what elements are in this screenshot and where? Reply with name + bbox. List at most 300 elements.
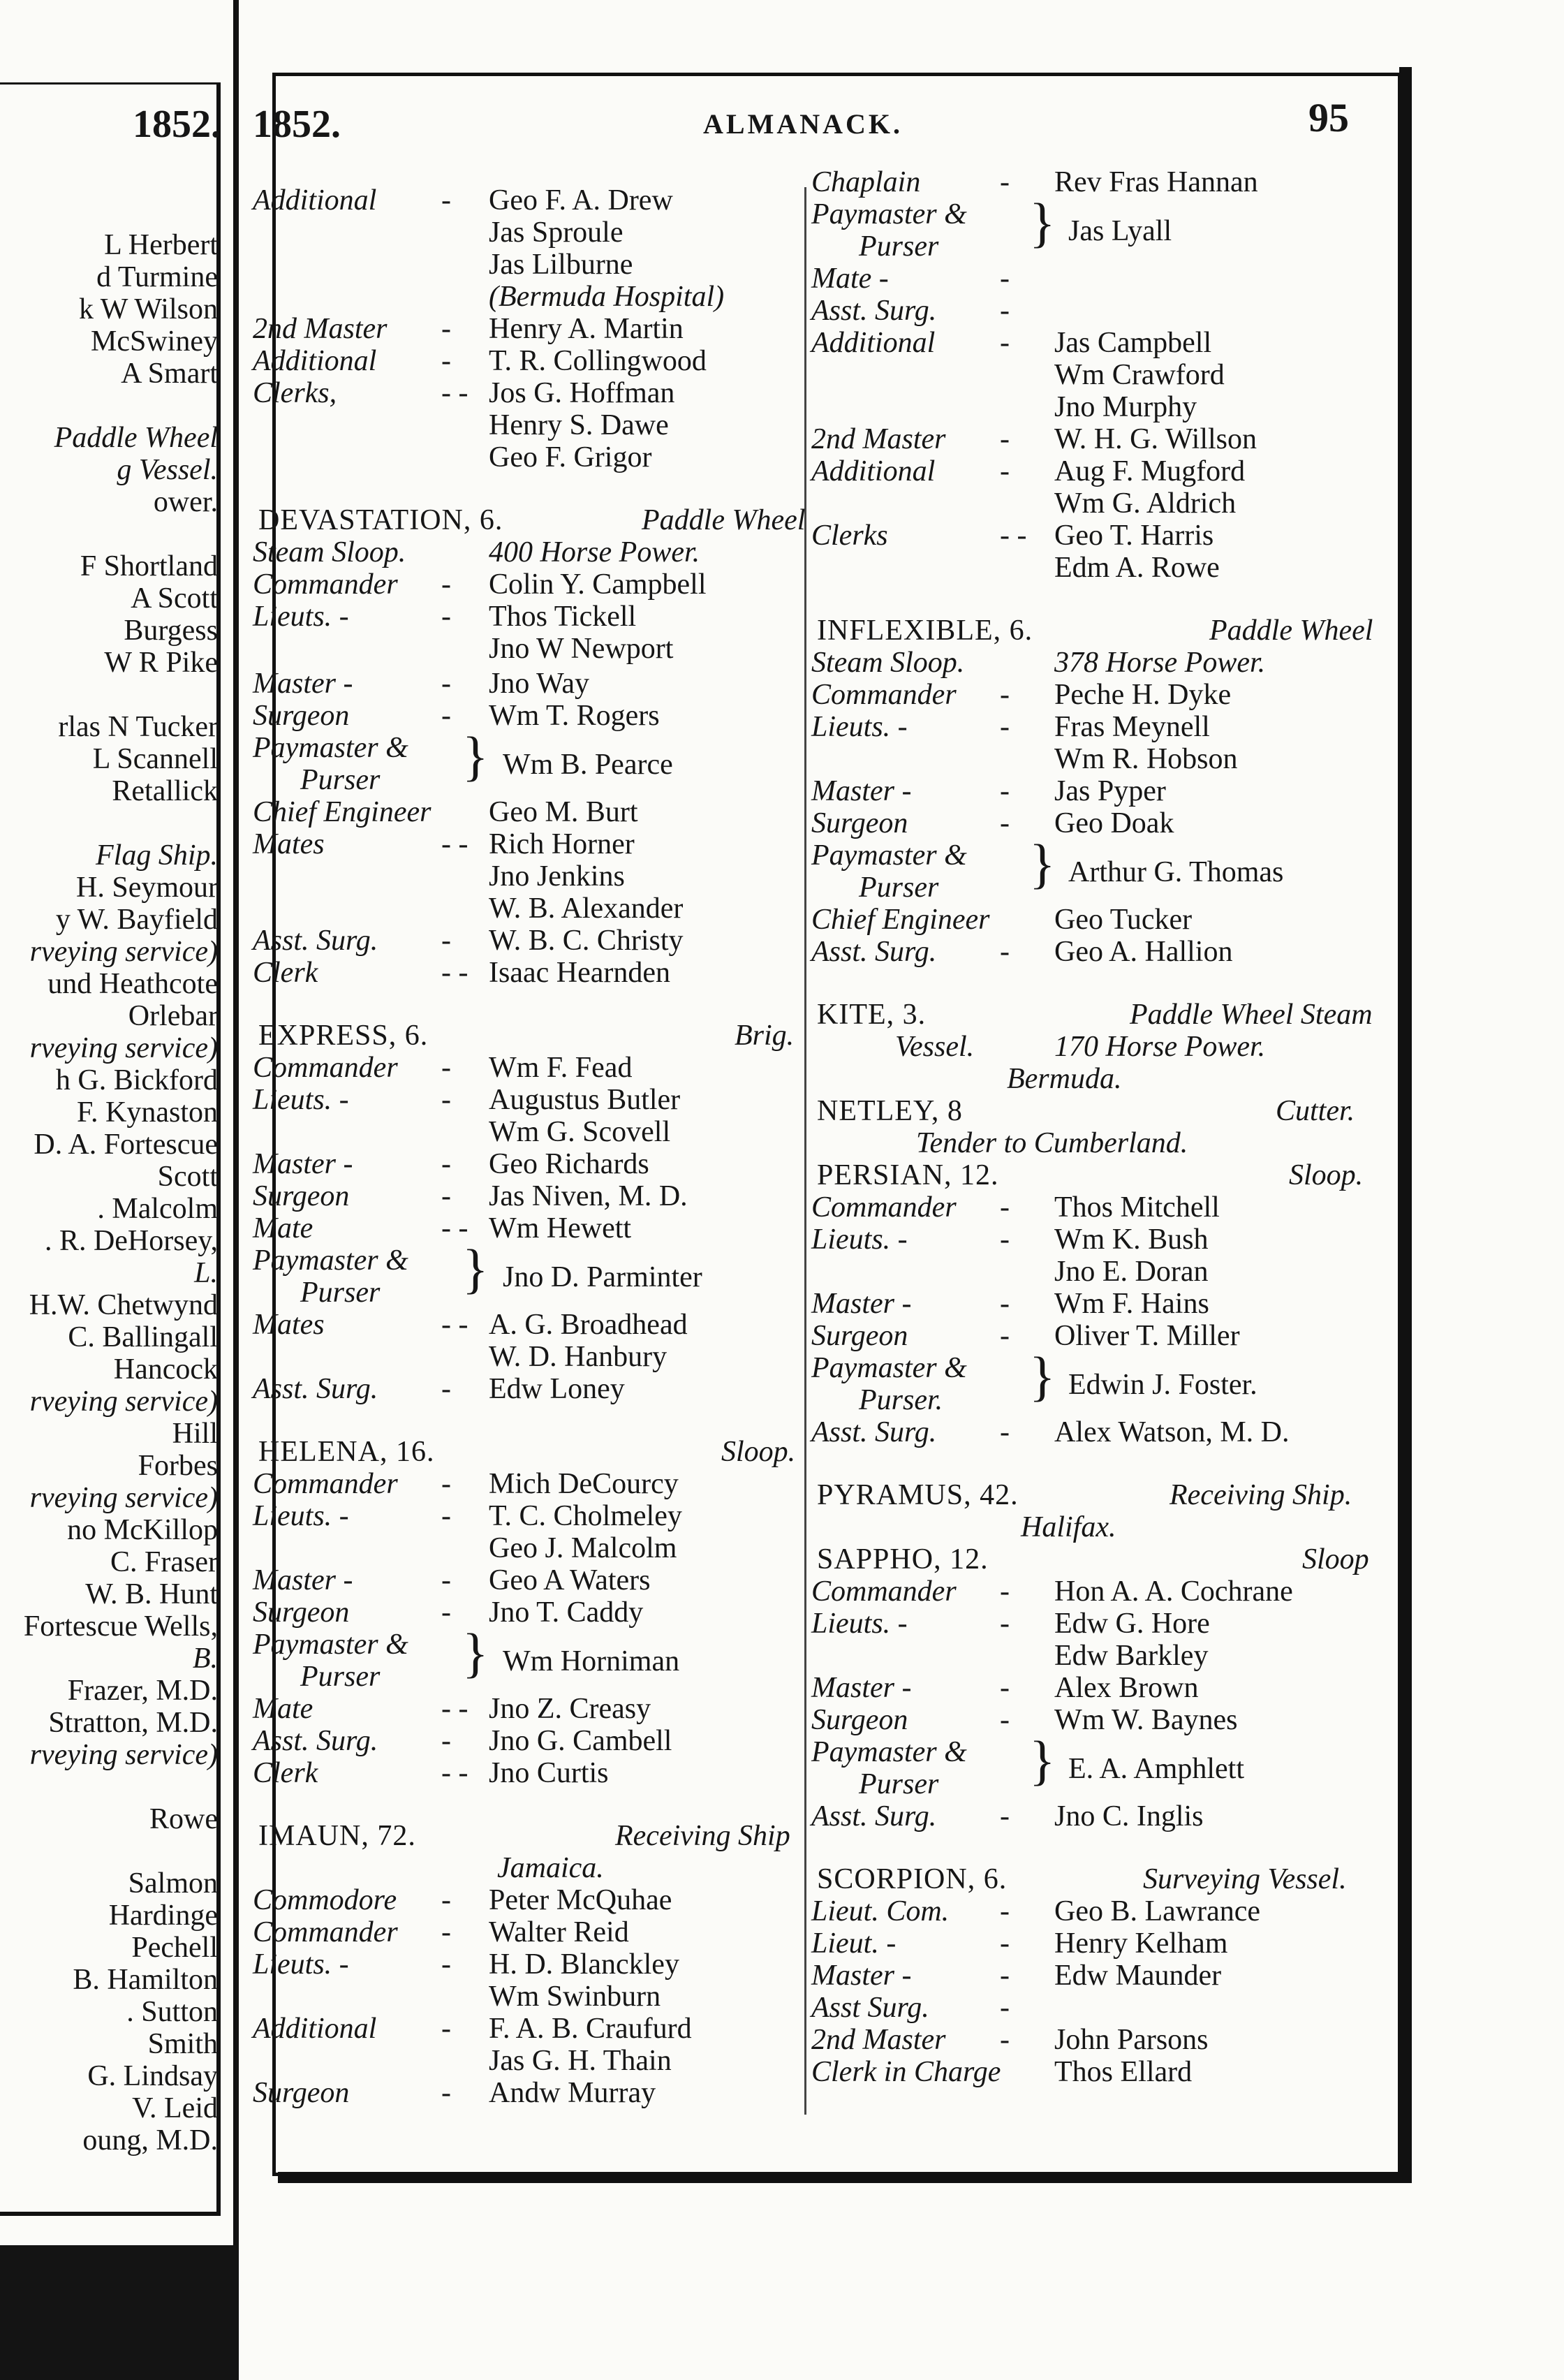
leader-dash: - bbox=[1000, 1416, 1010, 1448]
officer-name: Edm A. Rowe bbox=[1054, 552, 1220, 584]
rank-label: Paymaster & bbox=[253, 1244, 408, 1277]
officer-name: Jas Pyper bbox=[1054, 775, 1166, 807]
officer-name: Geo J. Malcolm bbox=[489, 1532, 677, 1564]
leader-dash: - bbox=[441, 1596, 451, 1629]
officer-name: Halifax. bbox=[1021, 1511, 1116, 1543]
rank-label: Chief Engineer bbox=[253, 796, 431, 828]
leader-dash: - bbox=[1000, 1608, 1010, 1640]
left-page-line: McSwiney bbox=[91, 325, 218, 358]
leader-dash: - bbox=[441, 1916, 451, 1948]
officer-name: Geo B. Lawrance bbox=[1054, 1895, 1261, 1927]
rank-label: Master - bbox=[253, 1148, 353, 1180]
officer-name: Peche H. Dyke bbox=[1054, 679, 1232, 711]
officer-name: Tender to Cumberland. bbox=[916, 1127, 1188, 1159]
rank-label: Purser. bbox=[859, 1384, 943, 1416]
leader-dash: - bbox=[1000, 1288, 1010, 1320]
ship-class: Receiving Ship. bbox=[1170, 1479, 1352, 1511]
rank-label: Purser bbox=[859, 1768, 939, 1800]
leader-dash: - bbox=[1000, 455, 1010, 487]
rank-label: Surgeon bbox=[811, 1320, 908, 1352]
rank-label: Lieuts. - bbox=[253, 1948, 349, 1981]
leader-dash: - - bbox=[441, 1757, 469, 1789]
leader-dash: - bbox=[441, 1564, 451, 1596]
ship-name: IMAUN, 72. bbox=[258, 1820, 416, 1852]
officer-name: Edw G. Hore bbox=[1054, 1608, 1210, 1640]
leader-dash: - bbox=[1000, 1927, 1010, 1960]
officer-name: Walter Reid bbox=[489, 1916, 629, 1948]
left-page-line: und Heathcote bbox=[47, 968, 218, 1000]
rank-label: Commander bbox=[253, 1468, 398, 1500]
rank-label: Purser bbox=[859, 872, 939, 904]
left-page-line: Salmon bbox=[128, 1867, 218, 1900]
rank-label: Paymaster & bbox=[253, 732, 408, 764]
officer-name: Geo T. Harris bbox=[1054, 520, 1214, 552]
ship-name: PYRAMUS, 42. bbox=[817, 1479, 1019, 1511]
left-page-line: G. Lindsay bbox=[87, 2060, 218, 2092]
officer-name: Isaac Hearnden bbox=[489, 957, 670, 989]
brace-glyph: } bbox=[462, 1238, 489, 1299]
ship-class: Brig. bbox=[735, 1020, 795, 1052]
leader-dash: - bbox=[441, 1180, 451, 1212]
rank-label: Additional bbox=[253, 184, 377, 216]
officer-name: Jas Lilburne bbox=[489, 249, 633, 281]
left-page-line: Hancock bbox=[113, 1353, 218, 1386]
left-facing-page bbox=[0, 0, 236, 2245]
officer-name: Henry Kelham bbox=[1054, 1927, 1228, 1960]
officer-name: John Parsons bbox=[1054, 2024, 1209, 2056]
officer-name: 378 Horse Power. bbox=[1054, 647, 1266, 679]
officer-name: Jas Campbell bbox=[1054, 327, 1212, 359]
brace-glyph: } bbox=[1029, 1730, 1056, 1791]
rank-label: Lieuts. - bbox=[253, 601, 349, 633]
leader-dash: - bbox=[1000, 1191, 1010, 1224]
leader-dash: - bbox=[1000, 1320, 1010, 1352]
rank-label: Vessel. bbox=[895, 1031, 975, 1063]
left-page-line: Hardinge bbox=[108, 1900, 218, 1932]
left-page-line: rveying service) bbox=[29, 1386, 218, 1418]
left-page-line: d Turmine bbox=[96, 261, 218, 293]
left-page-line: C. Fraser bbox=[110, 1546, 218, 1578]
rank-label: Asst. Surg. bbox=[253, 1725, 378, 1757]
rank-label: Commander bbox=[253, 1916, 398, 1948]
officer-name: Wm G. Scovell bbox=[489, 1116, 671, 1148]
rank-label: Lieuts. - bbox=[253, 1084, 349, 1116]
leader-dash: - bbox=[441, 1725, 451, 1757]
officer-name: Fras Meynell bbox=[1054, 711, 1210, 743]
leader-dash: - - bbox=[441, 1309, 469, 1341]
leader-dash: - bbox=[441, 1084, 451, 1116]
officer-name: Henry S. Dawe bbox=[489, 409, 669, 441]
officer-name: Thos Mitchell bbox=[1054, 1191, 1220, 1224]
rank-label: Master - bbox=[811, 775, 912, 807]
rank-label: Master - bbox=[811, 1960, 912, 1992]
officer-name: W. D. Hanbury bbox=[489, 1341, 667, 1373]
officer-name: 170 Horse Power. bbox=[1054, 1031, 1266, 1063]
rank-label: Clerk bbox=[253, 957, 318, 989]
left-page-line: D. A. Fortescue bbox=[34, 1129, 218, 1161]
left-page-line: V. Leid bbox=[132, 2092, 218, 2124]
brace-glyph: } bbox=[462, 1622, 489, 1683]
officer-name: Alex Brown bbox=[1054, 1672, 1199, 1704]
ship-name: PERSIAN, 12. bbox=[817, 1159, 999, 1191]
left-page-line: oung, M.D. bbox=[82, 2124, 218, 2157]
officer-name: Wm Crawford bbox=[1054, 359, 1225, 391]
ship-name: SAPPHO, 12. bbox=[817, 1543, 989, 1575]
officer-name: Jno E. Doran bbox=[1054, 1256, 1209, 1288]
rank-label: Paymaster & bbox=[811, 839, 967, 872]
rank-label: Steam Sloop. bbox=[811, 647, 965, 679]
leader-dash: - bbox=[1000, 423, 1010, 455]
left-page-line: no McKillop bbox=[67, 1514, 218, 1546]
leader-dash: - bbox=[441, 668, 451, 700]
left-page-line: C. Ballingall bbox=[68, 1321, 218, 1353]
officer-name: Wm T. Rogers bbox=[489, 700, 660, 732]
officer-name: Jos G. Hoffman bbox=[489, 377, 675, 409]
leader-dash: - - bbox=[1000, 520, 1027, 552]
officer-name: Geo Richards bbox=[489, 1148, 649, 1180]
officer-name: Arthur G. Thomas bbox=[1068, 856, 1284, 888]
ship-name: INFLEXIBLE, 6. bbox=[817, 615, 1033, 647]
leader-dash: - bbox=[1000, 1895, 1010, 1927]
leader-dash: - bbox=[441, 1148, 451, 1180]
officer-name: Geo A Waters bbox=[489, 1564, 651, 1596]
left-page-line: H.W. Chetwynd bbox=[29, 1289, 218, 1321]
officer-name: Edw Barkley bbox=[1054, 1640, 1209, 1672]
officer-name: W. B. C. Christy bbox=[489, 925, 684, 957]
rank-label: Commodore bbox=[253, 1884, 397, 1916]
left-page-line: . Sutton bbox=[126, 1996, 218, 2028]
rank-label: Surgeon bbox=[811, 1704, 908, 1736]
officer-name: Jno Z. Creasy bbox=[489, 1693, 651, 1725]
left-page-line: Flag Ship. bbox=[96, 839, 218, 872]
page-year: 1852. bbox=[253, 103, 341, 146]
rank-label: Mates bbox=[253, 1309, 325, 1341]
left-page-line: Burgess bbox=[124, 615, 218, 647]
left-page-line: Fortescue Wells, bbox=[23, 1610, 218, 1643]
left-page-line: rveying service) bbox=[29, 1739, 218, 1771]
ship-name: DEVASTATION, 6. bbox=[258, 504, 503, 536]
leader-dash: - bbox=[1000, 1992, 1010, 2024]
rank-label: Lieuts. - bbox=[811, 711, 908, 743]
officer-name: Edw Loney bbox=[489, 1373, 625, 1405]
brace-glyph: } bbox=[1029, 1346, 1056, 1406]
officer-name: T. C. Cholmeley bbox=[489, 1500, 682, 1532]
leader-dash: - - bbox=[441, 957, 469, 989]
rank-label: Mate bbox=[253, 1212, 313, 1244]
leader-dash: - bbox=[1000, 295, 1010, 327]
ship-class: Cutter. bbox=[1276, 1095, 1355, 1127]
officer-name: Jas Niven, M. D. bbox=[489, 1180, 688, 1212]
left-page-line: B. bbox=[192, 1643, 218, 1675]
officer-name: Jno T. Caddy bbox=[489, 1596, 644, 1629]
left-page-line: ower. bbox=[153, 486, 218, 518]
leader-dash: - bbox=[441, 568, 451, 601]
officer-name: Jas Sproule bbox=[489, 216, 624, 249]
rank-label: Surgeon bbox=[811, 807, 908, 839]
rank-label: Asst Surg. bbox=[811, 1992, 929, 2024]
leader-dash: - - bbox=[441, 1212, 469, 1244]
leader-dash: - bbox=[1000, 327, 1010, 359]
leader-dash: - bbox=[441, 2077, 451, 2109]
leader-dash: - bbox=[441, 2013, 451, 2045]
officer-name: Wm K. Bush bbox=[1054, 1224, 1209, 1256]
officer-name: W. H. G. Willson bbox=[1054, 423, 1257, 455]
main-page bbox=[239, 0, 1564, 2380]
rank-label: Master - bbox=[811, 1672, 912, 1704]
officer-name: Andw Murray bbox=[489, 2077, 656, 2109]
leader-dash: - bbox=[441, 1052, 451, 1084]
left-page-line: Frazer, M.D. bbox=[67, 1675, 218, 1707]
page-title: ALMANACK. bbox=[703, 108, 903, 140]
officer-name: (Bermuda Hospital) bbox=[489, 281, 725, 313]
left-page-line: Retallick bbox=[112, 775, 218, 807]
ship-name: EXPRESS, 6. bbox=[258, 1020, 429, 1052]
left-page-line: Scott bbox=[157, 1161, 218, 1193]
rank-label: Additional bbox=[253, 2013, 377, 2045]
leader-dash: - bbox=[441, 1373, 451, 1405]
ship-class: Paddle Wheel bbox=[1209, 615, 1373, 647]
officer-name: Edw Maunder bbox=[1054, 1960, 1222, 1992]
left-page-line: L Scannell bbox=[92, 743, 218, 775]
leader-dash: - bbox=[441, 345, 451, 377]
officer-name: Thos Ellard bbox=[1054, 2056, 1193, 2088]
brace-glyph: } bbox=[462, 726, 489, 786]
officer-name: Wm W. Baynes bbox=[1054, 1704, 1238, 1736]
rank-label: Clerk in Charge bbox=[811, 2056, 1001, 2088]
ship-class: Sloop bbox=[1302, 1543, 1369, 1575]
officer-name: 400 Horse Power. bbox=[489, 536, 700, 568]
left-page-line: . R. DeHorsey, bbox=[44, 1225, 218, 1257]
leader-dash: - bbox=[1000, 775, 1010, 807]
officer-name: Jno Murphy bbox=[1054, 391, 1197, 423]
officer-name: Geo A. Hallion bbox=[1054, 936, 1233, 968]
rank-label: Purser bbox=[859, 230, 939, 263]
leader-dash: - - bbox=[441, 828, 469, 860]
left-page-line: L. bbox=[194, 1257, 218, 1289]
leader-dash: - bbox=[441, 313, 451, 345]
rank-label: Lieut. Com. bbox=[811, 1895, 950, 1927]
officer-name: Wm Hewett bbox=[489, 1212, 632, 1244]
rank-label: Lieut. - bbox=[811, 1927, 897, 1960]
rank-label: Asst. Surg. bbox=[253, 925, 378, 957]
rank-label: Additional bbox=[811, 327, 936, 359]
officer-name: Geo F. A. Drew bbox=[489, 184, 673, 216]
column-divider bbox=[804, 187, 806, 2115]
left-page-line: B. Hamilton bbox=[73, 1964, 218, 1996]
left-page-line: Paddle Wheel bbox=[54, 422, 218, 454]
rank-label: Mate - bbox=[811, 263, 889, 295]
rank-label: Commander bbox=[811, 1191, 957, 1224]
leader-dash: - bbox=[441, 1948, 451, 1981]
officer-name: Jno D. Parminter bbox=[503, 1261, 702, 1293]
left-page-line: W R Pike bbox=[104, 647, 218, 679]
officer-name: Geo M. Burt bbox=[489, 796, 638, 828]
officer-name: T. R. Collingwood bbox=[489, 345, 707, 377]
rank-label: Lieuts. - bbox=[811, 1224, 908, 1256]
officer-name: E. A. Amphlett bbox=[1068, 1753, 1244, 1785]
leader-dash: - bbox=[1000, 1960, 1010, 1992]
left-page-line: rveying service) bbox=[29, 1482, 218, 1514]
officer-name: Peter McQuhae bbox=[489, 1884, 672, 1916]
rank-label: Lieuts. - bbox=[253, 1500, 349, 1532]
rank-label: Surgeon bbox=[253, 1180, 350, 1212]
officer-name: Bermuda. bbox=[1007, 1063, 1122, 1095]
left-page-line: h G. Bickford bbox=[55, 1064, 218, 1096]
officer-name: Jno Way bbox=[489, 668, 590, 700]
officer-name: Geo F. Grigor bbox=[489, 441, 652, 473]
rank-label: Commander bbox=[253, 568, 398, 601]
rank-label: Paymaster & bbox=[811, 1736, 967, 1768]
officer-name: Jno G. Cambell bbox=[489, 1725, 672, 1757]
leader-dash: - bbox=[441, 184, 451, 216]
rank-label: Commander bbox=[811, 1575, 957, 1608]
officer-name: F. A. B. Craufurd bbox=[489, 2013, 692, 2045]
leader-dash: - bbox=[1000, 263, 1010, 295]
left-page-line: F Shortland bbox=[80, 550, 218, 582]
leader-dash: - bbox=[1000, 166, 1010, 198]
rank-label: Additional bbox=[253, 345, 377, 377]
officer-name: Jno Jenkins bbox=[489, 860, 625, 892]
brace-glyph: } bbox=[1029, 833, 1056, 894]
officer-name: H. D. Blanckley bbox=[489, 1948, 679, 1981]
leader-dash: - bbox=[441, 1884, 451, 1916]
leader-dash: - bbox=[441, 1468, 451, 1500]
leader-dash: - - bbox=[441, 377, 469, 409]
rank-label: Asst. Surg. bbox=[811, 1416, 937, 1448]
rank-label: Clerk bbox=[253, 1757, 318, 1789]
leader-dash: - bbox=[1000, 1704, 1010, 1736]
left-page-line: Pechell bbox=[131, 1932, 218, 1964]
left-page-line: H. Seymour bbox=[76, 872, 218, 904]
leader-dash: - bbox=[1000, 1575, 1010, 1608]
ship-class: Sloop. bbox=[1289, 1159, 1364, 1191]
leader-dash: - bbox=[441, 925, 451, 957]
left-page-line: Smith bbox=[147, 2028, 218, 2060]
ship-name: KITE, 3. bbox=[817, 999, 927, 1031]
officer-name: Edwin J. Foster. bbox=[1068, 1369, 1257, 1401]
left-page-line: Hill bbox=[172, 1418, 218, 1450]
ship-name: SCORPION, 6. bbox=[817, 1863, 1008, 1895]
page-number: 95 bbox=[1308, 95, 1349, 140]
rank-label: Lieuts. - bbox=[811, 1608, 908, 1640]
rank-label: Additional bbox=[811, 455, 936, 487]
officer-name: Wm F. Fead bbox=[489, 1052, 633, 1084]
left-page-line: L Herbert bbox=[104, 229, 218, 261]
rank-label: Paymaster & bbox=[253, 1629, 408, 1661]
left-page-line: y W. Bayfield bbox=[55, 904, 218, 936]
leader-dash: - bbox=[441, 1500, 451, 1532]
officer-name: Alex Watson, M. D. bbox=[1054, 1416, 1290, 1448]
officer-name: Geo Tucker bbox=[1054, 904, 1193, 936]
ship-name: NETLEY, 8 bbox=[817, 1095, 963, 1127]
officer-name: Jas Lyall bbox=[1068, 215, 1172, 247]
left-page-line: rveying service) bbox=[29, 936, 218, 968]
officer-name: Jno Curtis bbox=[489, 1757, 609, 1789]
officer-name: Jamaica. bbox=[497, 1852, 604, 1884]
officer-name: Oliver T. Miller bbox=[1054, 1320, 1240, 1352]
rank-label: Surgeon bbox=[253, 700, 350, 732]
officer-name: Wm Horniman bbox=[503, 1645, 680, 1677]
left-page-line: Orlebar bbox=[128, 1000, 218, 1032]
officer-name: W. B. Alexander bbox=[489, 892, 684, 925]
officer-name: Jno W Newport bbox=[489, 633, 674, 665]
left-page-year: 1852. bbox=[133, 103, 221, 146]
leader-dash: - bbox=[1000, 807, 1010, 839]
ship-class: Receiving Ship bbox=[615, 1820, 790, 1852]
ship-class: Paddle Wheel Steam bbox=[1130, 999, 1373, 1031]
left-page-line: k W Wilson bbox=[78, 293, 218, 325]
officer-name: Colin Y. Campbell bbox=[489, 568, 707, 601]
officer-name: Wm R. Hobson bbox=[1054, 743, 1238, 775]
left-page-line: Stratton, M.D. bbox=[48, 1707, 218, 1739]
rank-label: Chief Engineer bbox=[811, 904, 990, 936]
left-page-line: Rowe bbox=[149, 1803, 218, 1835]
officer-name: Jas G. H. Thain bbox=[489, 2045, 672, 2077]
rank-label: Paymaster & bbox=[811, 198, 967, 230]
officer-name: Wm B. Pearce bbox=[503, 749, 673, 781]
rank-label: 2nd Master bbox=[811, 2024, 946, 2056]
officer-name: Rich Horner bbox=[489, 828, 635, 860]
leader-dash: - - bbox=[441, 1693, 469, 1725]
left-page-line: Forbes bbox=[138, 1450, 218, 1482]
officer-name: Jno C. Inglis bbox=[1054, 1800, 1204, 1832]
rank-label: Steam Sloop. bbox=[253, 536, 406, 568]
officer-name: Hon A. A. Cochrane bbox=[1054, 1575, 1293, 1608]
left-page-line: rveying service) bbox=[29, 1032, 218, 1064]
rank-label: Asst. Surg. bbox=[253, 1373, 378, 1405]
left-page-line: A Smart bbox=[121, 358, 218, 390]
rank-label: Surgeon bbox=[253, 1596, 350, 1629]
officer-name: Henry A. Martin bbox=[489, 313, 684, 345]
officer-name: Wm G. Aldrich bbox=[1054, 487, 1237, 520]
rank-label: Surgeon bbox=[253, 2077, 350, 2109]
leader-dash: - bbox=[1000, 936, 1010, 968]
leader-dash: - bbox=[441, 601, 451, 633]
leader-dash: - bbox=[1000, 1800, 1010, 1832]
leader-dash: - bbox=[1000, 711, 1010, 743]
rank-label: Commander bbox=[253, 1052, 398, 1084]
rank-label: Asst. Surg. bbox=[811, 295, 937, 327]
leader-dash: - bbox=[1000, 1224, 1010, 1256]
officer-name: A. G. Broadhead bbox=[489, 1309, 688, 1341]
left-page-line: g Vessel. bbox=[117, 454, 218, 486]
rank-label: 2nd Master bbox=[253, 313, 388, 345]
rank-label: Commander bbox=[811, 679, 957, 711]
brace-glyph: } bbox=[1029, 192, 1056, 253]
left-page-line: A Scott bbox=[131, 582, 218, 615]
rank-label: Master - bbox=[253, 1564, 353, 1596]
officer-name: Geo Doak bbox=[1054, 807, 1174, 839]
officer-name: Aug F. Mugford bbox=[1054, 455, 1246, 487]
officer-name: Wm F. Hains bbox=[1054, 1288, 1209, 1320]
officer-name: Thos Tickell bbox=[489, 601, 637, 633]
leader-dash: - bbox=[1000, 679, 1010, 711]
rank-label: Clerks, bbox=[253, 377, 337, 409]
leader-dash: - bbox=[441, 700, 451, 732]
left-page-line: rlas N Tucker bbox=[58, 711, 218, 743]
rank-label: Asst. Surg. bbox=[811, 1800, 937, 1832]
rank-label: Paymaster & bbox=[811, 1352, 967, 1384]
ship-class: Surveying Vessel. bbox=[1143, 1863, 1347, 1895]
rank-label: Master - bbox=[253, 668, 353, 700]
leader-dash: - bbox=[1000, 1672, 1010, 1704]
rank-label: Purser bbox=[300, 764, 381, 796]
ship-class: Sloop. bbox=[721, 1436, 796, 1468]
officer-name: Augustus Butler bbox=[489, 1084, 681, 1116]
rank-label: Chaplain bbox=[811, 166, 921, 198]
ship-class: Paddle Wheel bbox=[642, 504, 806, 536]
rank-label: Clerks bbox=[811, 520, 888, 552]
